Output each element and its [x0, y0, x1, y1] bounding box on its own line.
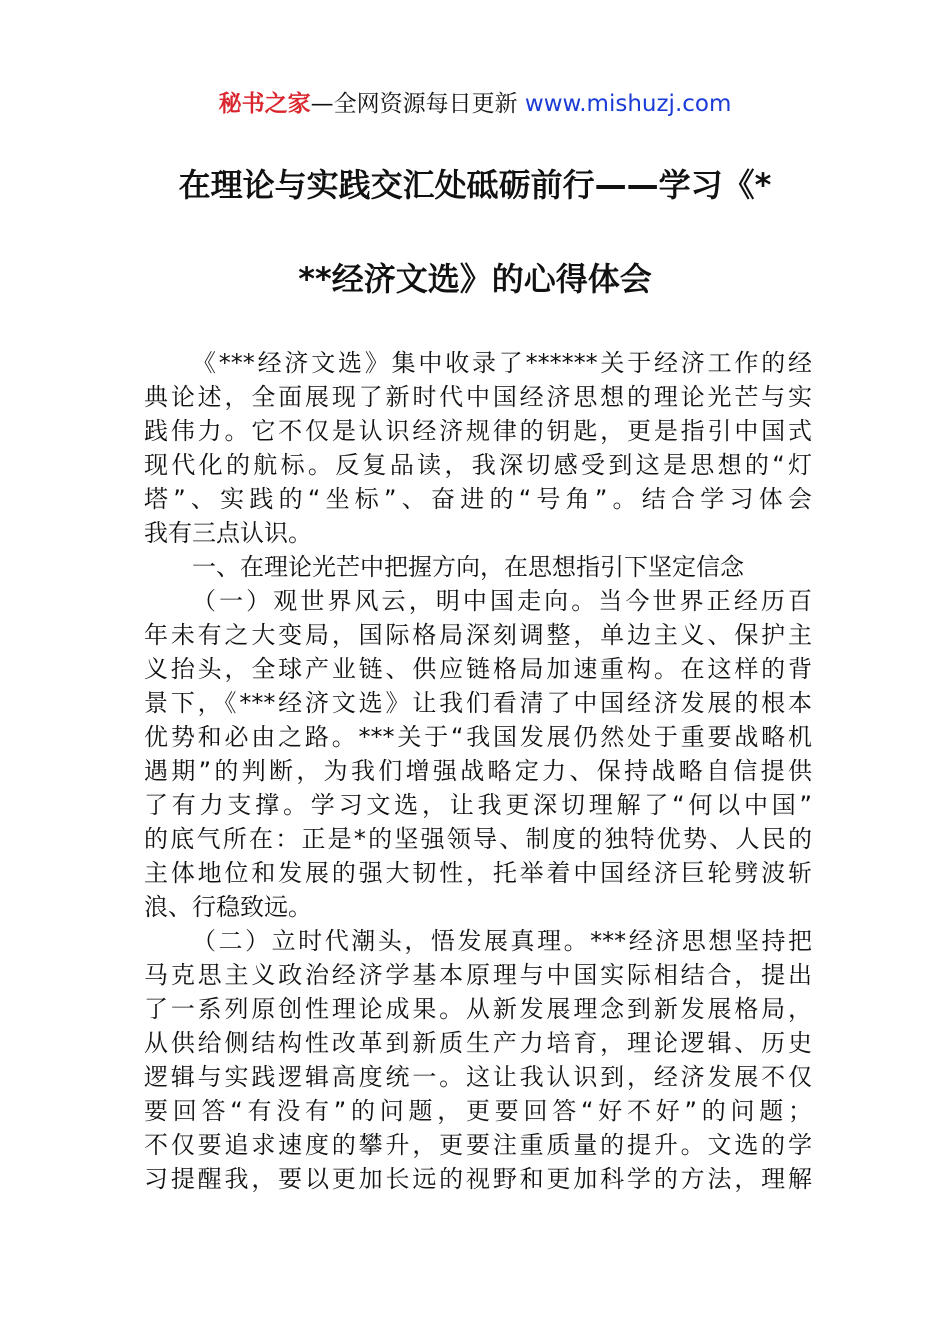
paragraph-line: 景下，《***经济文选》让我们看清了中国经济发展的根本: [144, 689, 812, 717]
section-heading: 一、在理论光芒中把握方向，在思想指引下坚定信念: [192, 553, 744, 581]
paragraph-line: 习提醒我，要以更加长远的视野和更加科学的方法，理解: [144, 1165, 812, 1193]
paragraph-line: 要回答“有没有”的问题，更要回答“好不好”的问题；: [144, 1097, 812, 1125]
paragraph-line: 了一系列原创性理论成果。从新发展理念到新发展格局，: [144, 995, 812, 1023]
site-tagline: —全网资源每日更新: [310, 91, 525, 117]
document-title: [140, 160, 810, 348]
paragraph-line: 不仅要追求速度的攀升，更要注重质量的提升。文选的学: [144, 1131, 812, 1159]
paragraph-line: 从供给侧结构性改革到新质生产力培育，理论逻辑、历史: [144, 1029, 812, 1057]
paragraph-line: 遇期”的判断，为我们增强战略定力、保持战略自信提供: [144, 757, 812, 785]
paragraph-line: 的底气所在：正是*的坚强领导、制度的独特优势、人民的: [144, 825, 812, 853]
title-line: 在理论与实践交汇处砥砺前行——学习《*: [178, 166, 772, 204]
subsection-line: （二）立时代潮头，悟发展真理。***经济思想坚持把: [192, 927, 812, 955]
site-url-link[interactable]: www.mishuzj.com: [524, 91, 732, 117]
paragraph-line: 典论述，全面展现了新时代中国经济思想的理论光芒与实: [144, 383, 812, 411]
site-brand-name: 秘书之家: [218, 91, 311, 117]
paragraph-line: 优势和必由之路。***关于“我国发展仍然处于重要战略机: [144, 723, 812, 751]
paragraph-line: 践伟力。它不仅是认识经济规律的钥匙，更是指引中国式: [144, 417, 812, 445]
paragraph-line: 逻辑与实践逻辑高度统一。这让我认识到，经济发展不仅: [144, 1063, 812, 1091]
paragraph-line: 《***经济文选》集中收录了******关于经济工作的经: [192, 349, 812, 377]
paragraph-line: 马克思主义政治经济学基本原理与中国实际相结合，提出: [144, 961, 812, 989]
paragraph-line: 我有三点认识。: [144, 519, 312, 547]
paragraph-line: 年未有之大变局，国际格局深刻调整，单边主义、保护主: [144, 621, 812, 649]
paragraph-line: 现代化的航标。反复品读，我深切感受到这是思想的“灯: [144, 451, 812, 479]
subsection-line: （一）观世界风云，明中国走向。当今世界正经历百: [192, 587, 812, 615]
paragraph-line: 浪、行稳致远。: [144, 893, 312, 921]
paragraph-line: 义抬头，全球产业链、供应链格局加速重构。在这样的背: [144, 655, 812, 683]
paragraph-line: 了有力支撑。学习文选，让我更深切理解了“何以中国”: [144, 791, 812, 819]
site-header-banner: [0, 88, 950, 120]
paragraph-line: 主体地位和发展的强大韧性，托举着中国经济巨轮劈波斩: [144, 859, 812, 887]
document-body: [144, 346, 812, 1196]
title-line: **经济文选》的心得体会: [298, 260, 652, 298]
paragraph-line: 塔”、实践的“坐标”、奋进的“号角”。结合学习体会: [144, 485, 812, 513]
